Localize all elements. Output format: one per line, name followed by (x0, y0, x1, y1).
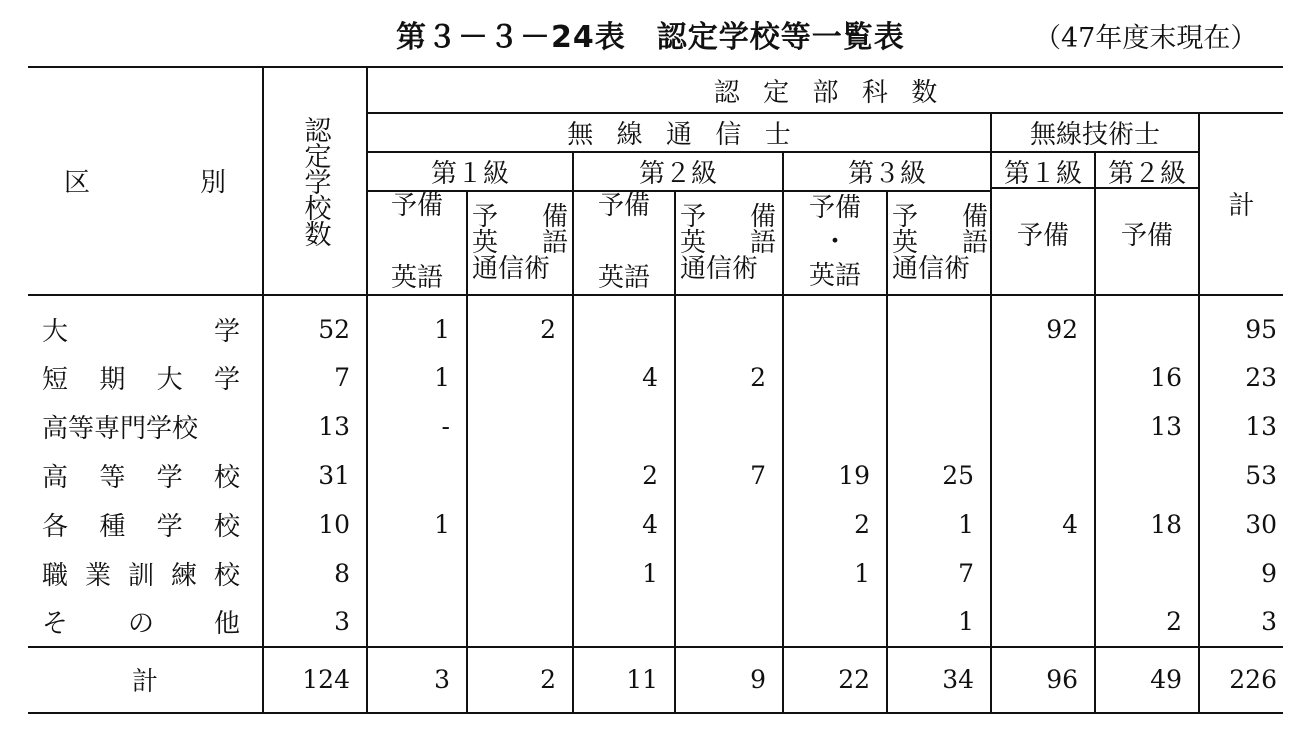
table-cell: 1 (367, 295, 467, 353)
header-musen-gijutsushi: 無線技術士 (991, 113, 1199, 152)
table-cell: 19 (783, 451, 887, 500)
table-date-note: （47年度末現在） (1034, 23, 1258, 54)
table-cell (887, 353, 991, 402)
row-label-part: 期 (99, 364, 126, 395)
table-cell: 4 (573, 500, 675, 549)
total-value: 2 (467, 647, 573, 713)
header-gijutsu-grade-2: 第２級 予備 (1095, 152, 1199, 295)
table-cell: 8 (263, 549, 367, 598)
row-label (28, 295, 263, 353)
table-cell: 52 (263, 295, 367, 353)
table-cell: 3 (1199, 598, 1283, 647)
header-school-count: 認定学校数 (263, 67, 367, 295)
table-cell (675, 598, 783, 647)
row-label (28, 402, 263, 451)
header-gijutsu-1-yobi: 予備 (1016, 221, 1069, 251)
table-cell: 2 (783, 500, 887, 549)
table-cell: 30 (1199, 500, 1283, 549)
row-label (28, 598, 263, 647)
table-row (28, 500, 1283, 549)
row-label (28, 451, 263, 500)
row-label-part: の (127, 609, 154, 640)
row-label-part: 校 (213, 462, 240, 493)
header-g1-yobi-eigo-tsushin: 予 備 英 語 通信術 (467, 191, 573, 295)
row-label-part: 種 (99, 511, 126, 542)
table-cell (675, 402, 783, 451)
total-value: 22 (783, 647, 887, 713)
row-label-part: 等 (99, 462, 126, 493)
row-label-part: 高等専門学校 (42, 413, 199, 444)
table-cell (991, 402, 1095, 451)
header-g2-yobi-eigo-tsushin: 予 備 英 語 通信術 (675, 191, 783, 295)
total-label: 計 (28, 647, 263, 713)
table-cell: 13 (1095, 402, 1199, 451)
row-label-part: 大 (42, 316, 69, 347)
total-value: 11 (573, 647, 675, 713)
table-cell (991, 451, 1095, 500)
header-nintei-bukasu: 認定部科数 (367, 67, 1283, 113)
table-cell (367, 451, 467, 500)
row-label-part: 職 (42, 560, 69, 591)
header-gijutsu-2-yobi: 予備 (1120, 221, 1173, 251)
table-cell (467, 549, 573, 598)
certified-schools-table (28, 66, 1283, 714)
table-cell (991, 353, 1095, 402)
table-cell (675, 549, 783, 598)
header-kubetsu (28, 67, 263, 295)
table-cell (367, 549, 467, 598)
total-value: 9 (675, 647, 783, 713)
row-label-part: 校 (213, 511, 240, 542)
table-cell (887, 402, 991, 451)
table-cell (991, 598, 1095, 647)
table-cell (573, 295, 675, 353)
row-label (28, 500, 263, 549)
table-cell: 18 (1095, 500, 1199, 549)
header-g1-yobi-eigo: 予備 英語 (367, 191, 467, 295)
total-value: 124 (263, 647, 367, 713)
header-kei: 計 (1199, 113, 1283, 295)
table-cell (467, 451, 573, 500)
table-cell: 16 (1095, 353, 1199, 402)
table-row (28, 353, 1283, 402)
row-label-part: 他 (213, 609, 240, 640)
table-cell: 23 (1199, 353, 1283, 402)
header-kubetsu-ku: 区 (63, 168, 90, 199)
table-title: 第３－３－24表 認定学校等一覧表 (396, 20, 905, 55)
table-cell: 10 (263, 500, 367, 549)
table-cell: 7 (675, 451, 783, 500)
table-cell: 92 (991, 295, 1095, 353)
row-label-part: 学 (213, 316, 240, 347)
table-cell: - (367, 402, 467, 451)
table-cell (887, 295, 991, 353)
table-cell: 1 (367, 353, 467, 402)
table-cell: 53 (1199, 451, 1283, 500)
table-cell (1095, 295, 1199, 353)
table-cell (467, 500, 573, 549)
row-label-part: 訓 (127, 560, 154, 591)
row-label-part: 学 (213, 364, 240, 395)
table-cell (573, 402, 675, 451)
table-cell: 1 (367, 500, 467, 549)
table-cell (783, 295, 887, 353)
table-row (28, 598, 1283, 647)
table-cell (783, 353, 887, 402)
table-cell: 2 (675, 353, 783, 402)
table-cell: 1 (887, 500, 991, 549)
table-cell: 95 (1199, 295, 1283, 353)
total-value: 96 (991, 647, 1095, 713)
table-cell: 2 (1095, 598, 1199, 647)
total-value: 49 (1095, 647, 1199, 713)
row-label-part: 業 (84, 560, 111, 591)
table-cell: 3 (263, 598, 367, 647)
header-musen-tsushinshi: 無線通信士 (367, 113, 991, 152)
table-cell: 7 (263, 353, 367, 402)
row-label-part: 大 (156, 364, 183, 395)
table-cell: 13 (263, 402, 367, 451)
total-row (28, 647, 1283, 713)
table-cell (783, 402, 887, 451)
row-label-part: 高 (42, 462, 69, 493)
table-row (28, 295, 1283, 353)
table-cell (1095, 451, 1199, 500)
table-row (28, 402, 1283, 451)
header-tsushin-grade-1: 第１級 (367, 152, 573, 191)
table-cell: 7 (887, 549, 991, 598)
row-label (28, 353, 263, 402)
header-kubetsu-betsu: 別 (200, 168, 227, 199)
table-cell: 1 (783, 549, 887, 598)
header-gijutsu-grade-1: 第１級 予備 (991, 152, 1095, 295)
table-cell (467, 402, 573, 451)
table-cell (675, 295, 783, 353)
total-value: 3 (367, 647, 467, 713)
row-label-part: 練 (170, 560, 197, 591)
table-cell (367, 598, 467, 647)
table-cell: 13 (1199, 402, 1283, 451)
header-g3-yobi-eigo: 予備 ・ 英語 (783, 191, 887, 295)
table-cell: 31 (263, 451, 367, 500)
title-row (0, 12, 1305, 62)
row-label-part: そ (42, 609, 69, 640)
table-row (28, 549, 1283, 598)
table-cell: 1 (887, 598, 991, 647)
row-label-part: 学 (156, 462, 183, 493)
row-label-part: 学 (156, 511, 183, 542)
total-value: 226 (1199, 647, 1283, 713)
header-g2-yobi-eigo: 予備 英語 (573, 191, 675, 295)
header-tsushin-grade-2: 第２級 (573, 152, 783, 191)
table-cell: 25 (887, 451, 991, 500)
table-cell: 4 (991, 500, 1095, 549)
header-g3-yobi-eigo-tsushin: 予 備 英 語 通信術 (887, 191, 991, 295)
table-cell (991, 549, 1095, 598)
table-cell (467, 598, 573, 647)
table-cell (467, 353, 573, 402)
table-body (28, 295, 1283, 647)
row-label-part: 短 (42, 364, 69, 395)
row-label (28, 549, 263, 598)
table-cell (675, 500, 783, 549)
table-cell: 1 (573, 549, 675, 598)
table-cell (573, 598, 675, 647)
table-row (28, 451, 1283, 500)
table-cell: 4 (573, 353, 675, 402)
header-tsushin-grade-3: 第３級 (783, 152, 991, 191)
table-cell: 2 (573, 451, 675, 500)
row-label-part: 校 (213, 560, 240, 591)
row-label-part: 各 (42, 511, 69, 542)
table-cell (783, 598, 887, 647)
table-cell: 2 (467, 295, 573, 353)
table-cell (1095, 549, 1199, 598)
header-row-1 (28, 67, 1283, 113)
total-value: 34 (887, 647, 991, 713)
table-cell: 9 (1199, 549, 1283, 598)
